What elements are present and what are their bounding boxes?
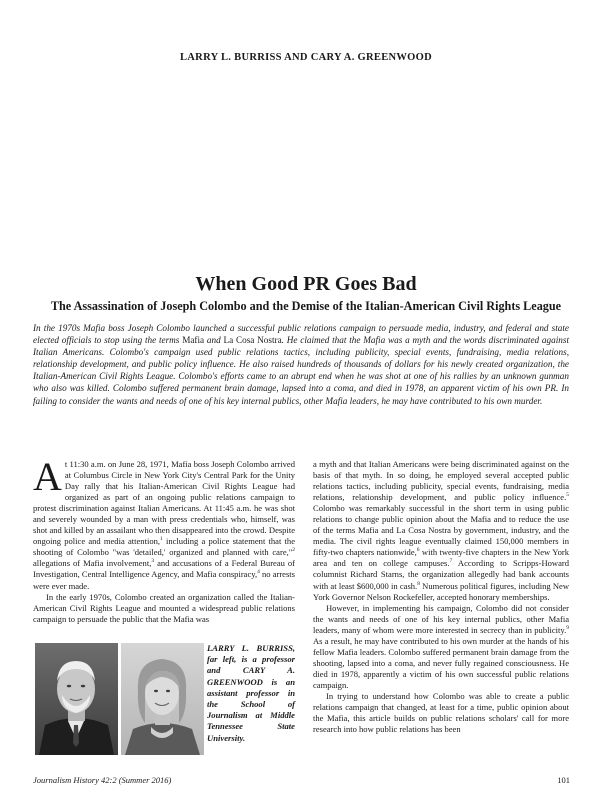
journal-citation: Journalism History 42:2 (Summer 2016): [33, 775, 172, 785]
author-caption: LARRY L. BURRISS, far left, is a professor and CARY A. GREENWOOD is an assistant professor in the School of Journalism at Middle Tennessee State University.: [207, 643, 295, 743]
drop-cap: A: [33, 454, 62, 499]
body-column-right: [313, 459, 569, 735]
footnote-ref[interactable]: 6: [416, 547, 420, 554]
body-paragraph-1: At 11:30 a.m. on June 28, 1971, Mafia boss Joseph Colombo arrived at Columbus Circle in New York City's Central Park for the Unity Day rally that his Italian-American Civil Rights League had organized as part of an ongoing public relations campaign to protest discrimination against Italian Americans. At 11:45 a.m. he was shot and severely wounded by a man with press credentials who, himself, was shot and killed by an assailant who then disappeared into the crowd. Despite ongoing police and media attention,$^1$ including a police statement that the shooting of Colombo "was 'detailed,' organized and planned with care,"$^2$ allegations of Mafia involvement,$^3$ and accusations of a Federal Bureau of Investigation, Central Intelligence Agency, and Mafia conspiracy,$^4$ no arrests were ever made.: [33, 454, 296, 591]
footnote-ref[interactable]: 9: [566, 624, 569, 631]
body-paragraph-4: However, in implementing his campaign, Colombo did not consider the wants and needs of one of his key internal publics, other Mafia leaders, many of whom were more interested in secrecy than in publicity.$^9$ As a result, he may have contributed to his own murder at the hands of his fellow Mafia leaders. Colombo suffered permanent brain damage from the shooting, lapsed into a coma, and never fully regained consciousness. He died in 1978, apparently a victim of his own successful public relations campaign.: [313, 602, 569, 690]
running-header-authors: LARRY L. BURRISS AND CARY A. GREENWOOD: [180, 52, 432, 63]
article-title: When Good PR Goes Bad: [195, 273, 417, 295]
footnote-ref[interactable]: 2: [292, 547, 295, 554]
author-photo-greenwood: [121, 643, 204, 755]
footnote-ref[interactable]: 1: [160, 536, 163, 543]
page-number: 101: [557, 775, 570, 785]
article-subtitle: The Assassination of Joseph Colombo and the Demise of the Italian-American Civil Rights League: [50, 299, 562, 313]
footnote-ref[interactable]: 3: [151, 558, 155, 565]
body-paragraph-5: In trying to understand how Colombo was able to create a public relations campaign that changed, at least for a time, public opinion about the Mafia, this article builds on public relations scholars' call for more research into how public relations has been: [313, 690, 569, 735]
footnote-ref[interactable]: 7: [449, 558, 453, 565]
body-paragraph-2: In the early 1970s, Colombo created an organization called the Italian-American Civil Rights League and mounted a widespread public relations campaign to persuade the public that the Mafia was: [33, 591, 295, 624]
footnote-ref[interactable]: 5: [566, 492, 569, 499]
footnote-ref[interactable]: 4: [257, 569, 260, 576]
author-photo-burriss: [35, 643, 118, 755]
footnote-ref[interactable]: 8: [417, 580, 420, 587]
body-paragraph-3: a myth and that Italian Americans were being discriminated against on the basis of that myth. In so doing, he employed several accepted public relations tactics, including publicity, special events, fundraising, media relations, relationship development, and public policy influence.$^5$ Colombo was remarkably successful in the short term in using public relations to change public opinion about the Mafia and to reduce the use of the terms Mafia and La Cosa Nostra by government, industry, and the media. The civil rights league eventually claimed 150,000 members in fifty-two chapters nationwide,$^6$ with twenty-five chapters in the New York area and ten on college campuses.$^7$ According to Scripps-Howard columnist Richard Starns, the organization allegedly had bank accounts with at least $600,000 in cash.$^8$ Numerous political figures, including New York Governor Nelson Rockefeller, accepted honorary memberships.: [313, 459, 570, 602]
body-column-left: [33, 454, 296, 625]
article-abstract: In the 1970s Mafia boss Joseph Colombo launched a successful public relations campaign to persuade media, industry, and federal and state elected officials to stop using the terms Mafia and La Cosa Nostra. He claimed that the Mafia was a myth and the words discriminated against Italian Americans. Colombo's campaign used public relations tactics, including publicity, special events, fundraising, media relations, relationship development, and public policy influence. He also raised hundreds of thousands of dollars for his newly created organization, the Italian-American Civil Rights League. Colombo's efforts came to an abrupt end when he was shot at one of his rallies by an unknown gunman who also was killed. Colombo suffered permanent brain damage, lapsed into a coma, and died in 1978, an apparent victim of his own PR. In failing to consider the wants and needs of one of his key internal publics, other Mafia leaders, he may have contributed to his own murder.: [33, 323, 569, 406]
